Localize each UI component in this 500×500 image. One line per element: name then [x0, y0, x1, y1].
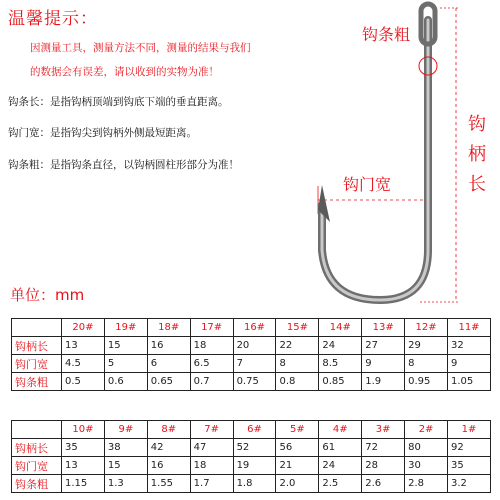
value-cell: 2.0 [276, 475, 319, 493]
size-cell: 12# [405, 319, 448, 337]
value-cell: 28 [362, 457, 405, 475]
size-cell: 9# [104, 421, 147, 439]
value-cell: 0.6 [104, 373, 147, 391]
table-corner-cell [12, 421, 62, 439]
value-cell: 1.3 [104, 475, 147, 493]
value-cell: 8 [276, 355, 319, 373]
value-cell: 9 [448, 355, 491, 373]
value-cell: 35 [448, 457, 491, 475]
value-cell: 29 [405, 337, 448, 355]
table-row [12, 475, 491, 493]
size-cell: 1# [448, 421, 491, 439]
value-cell: 56 [276, 439, 319, 457]
value-cell: 8.5 [319, 355, 362, 373]
value-cell: 42 [147, 439, 190, 457]
size-cell: 8# [147, 421, 190, 439]
value-cell: 3.2 [448, 475, 491, 493]
value-cell: 21 [276, 457, 319, 475]
size-cell: 20# [62, 319, 105, 337]
label-shank-char-2: 柄 [468, 144, 486, 165]
table-header-row [12, 319, 491, 337]
value-cell: 0.8 [276, 373, 319, 391]
value-cell: 0.65 [147, 373, 190, 391]
definition-shank-length: 钩条长：是指钩柄顶端到钩底下端的垂直距离。 [8, 96, 229, 108]
size-cell: 19# [104, 319, 147, 337]
value-cell: 16 [147, 337, 190, 355]
value-cell: 72 [362, 439, 405, 457]
value-cell: 18 [190, 457, 233, 475]
size-table-2 [11, 420, 491, 493]
value-cell: 20 [233, 337, 276, 355]
row-label: 钩柄长 [12, 439, 62, 457]
value-cell: 0.85 [319, 373, 362, 391]
table-row [12, 337, 491, 355]
size-cell: 13# [362, 319, 405, 337]
value-cell: 52 [233, 439, 276, 457]
unit-label: 单位：mm [10, 286, 85, 304]
value-cell: 16 [147, 457, 190, 475]
size-cell: 16# [233, 319, 276, 337]
value-cell: 5 [104, 355, 147, 373]
size-cell: 3# [362, 421, 405, 439]
value-cell: 19 [233, 457, 276, 475]
value-cell: 8 [405, 355, 448, 373]
value-cell: 30 [405, 457, 448, 475]
table-row [12, 457, 491, 475]
label-wire-thickness: 钩条粗 [362, 25, 411, 44]
value-cell: 47 [190, 439, 233, 457]
value-cell: 1.7 [190, 475, 233, 493]
row-label: 钩条粗 [12, 475, 62, 493]
size-cell: 14# [319, 319, 362, 337]
row-label: 钩柄长 [12, 337, 62, 355]
size-cell: 15# [276, 319, 319, 337]
value-cell: 1.8 [233, 475, 276, 493]
value-cell: 0.5 [62, 373, 105, 391]
value-cell: 6.5 [190, 355, 233, 373]
value-cell: 4.5 [62, 355, 105, 373]
value-cell: 13 [62, 337, 105, 355]
value-cell: 15 [104, 457, 147, 475]
size-cell: 2# [405, 421, 448, 439]
value-cell: 1.05 [448, 373, 491, 391]
value-cell: 1.55 [147, 475, 190, 493]
size-cell: 10# [62, 421, 105, 439]
value-cell: 13 [62, 457, 105, 475]
value-cell: 24 [319, 337, 362, 355]
value-cell: 9 [362, 355, 405, 373]
size-cell: 6# [233, 421, 276, 439]
value-cell: 61 [319, 439, 362, 457]
row-label: 钩门宽 [12, 355, 62, 373]
value-cell: 32 [448, 337, 491, 355]
row-label: 钩门宽 [12, 457, 62, 475]
value-cell: 2.6 [362, 475, 405, 493]
size-table-1 [11, 318, 491, 391]
definition-gap-width: 钩门宽：是指钩尖到钩柄外侧最短距离。 [8, 127, 197, 139]
value-cell: 6 [147, 355, 190, 373]
table-row [12, 373, 491, 391]
value-cell: 38 [104, 439, 147, 457]
table-corner-cell [12, 319, 62, 337]
value-cell: 7 [233, 355, 276, 373]
disclaimer-line-2: 的数据会有误差，请以收到的实物为准！ [30, 66, 219, 78]
label-gap-width: 钩门宽 [343, 175, 392, 194]
value-cell: 24 [319, 457, 362, 475]
size-cell: 4# [319, 421, 362, 439]
value-cell: 35 [62, 439, 105, 457]
label-shank-char-3: 长 [468, 174, 486, 195]
size-cell: 17# [190, 319, 233, 337]
table-row [12, 439, 491, 457]
value-cell: 80 [405, 439, 448, 457]
value-cell: 2.8 [405, 475, 448, 493]
value-cell: 1.9 [362, 373, 405, 391]
label-shank-char-1: 钩 [468, 114, 486, 135]
value-cell: 15 [104, 337, 147, 355]
value-cell: 92 [448, 439, 491, 457]
row-label: 钩条粗 [12, 373, 62, 391]
size-cell: 18# [147, 319, 190, 337]
definition-wire-thickness: 钩条粗：是指钩条直径，以钩柄圆柱形部分为准！ [8, 159, 239, 171]
size-cell: 5# [276, 421, 319, 439]
value-cell: 27 [362, 337, 405, 355]
value-cell: 18 [190, 337, 233, 355]
table-header-row [12, 421, 491, 439]
size-cell: 11# [448, 319, 491, 337]
value-cell: 22 [276, 337, 319, 355]
value-cell: 1.15 [62, 475, 105, 493]
page-title: 温馨提示： [8, 9, 98, 29]
value-cell: 0.75 [233, 373, 276, 391]
disclaimer-line-1: 因测量工具，测量方法不同，测量的结果与我们 [30, 42, 251, 54]
size-cell: 7# [190, 421, 233, 439]
value-cell: 2.5 [319, 475, 362, 493]
value-cell: 0.95 [405, 373, 448, 391]
table-row [12, 355, 491, 373]
value-cell: 0.7 [190, 373, 233, 391]
